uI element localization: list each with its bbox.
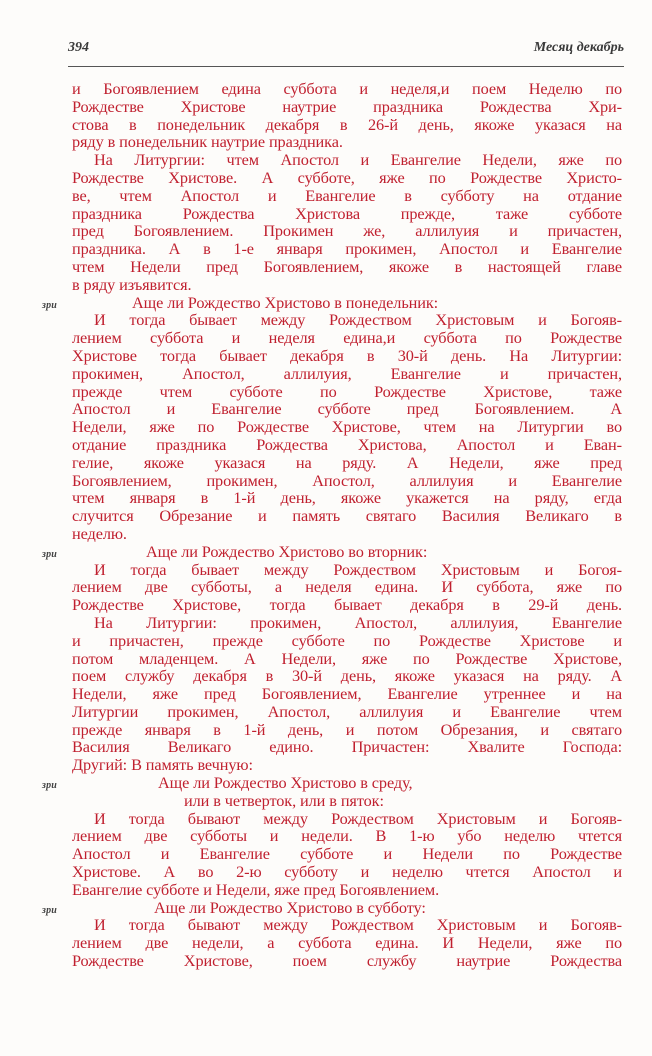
text-line: чтем Недели пред Богоявлением, якоже в настоящей главе xyxy=(72,256,622,276)
text-line: Апостол и Евангелие субботе пред Богоявлением. А xyxy=(72,399,622,419)
running-head: Месяц декабрь xyxy=(533,40,624,55)
text-line: Недели, яже по Рождестве Христове, чтем на Литургии во xyxy=(72,417,622,437)
margin-note: зри xyxy=(42,299,58,311)
text-line: Евангелие субботе и Недели, яже пред Богоявлением. xyxy=(72,879,440,899)
text-line: ве, чтем Апостол и Евангелие в субботу на отдание xyxy=(72,185,622,205)
text-line: в ряду изъявится. xyxy=(72,274,192,294)
text-line: отдание праздника Рождества Христова, Апостол и Еван- xyxy=(72,434,622,454)
text-line: прежде чтем субботе по Рождестве Христове, таже xyxy=(72,381,622,401)
text-line: стова в понедельник декабря в 26-й день, якоже указася на xyxy=(72,114,622,134)
text-line: чтем января в 1-й день, якоже укажется на ряду, егда xyxy=(72,488,622,508)
text-line: Христове тогда бывает декабря в 30-й день. На Литургии: xyxy=(72,345,622,365)
margin-note: зри xyxy=(42,904,58,916)
text-line: Апостол и Евангелие субботе и Недели по Рождестве xyxy=(72,844,622,864)
margin-note: зри xyxy=(42,548,58,560)
text-line: неделю. xyxy=(72,523,127,543)
section-heading-monday xyxy=(42,292,622,312)
text-line: На Литургии: прокимен, Апостол, аллилуия, Евангелие xyxy=(94,612,622,632)
section-heading-tuesday xyxy=(42,541,622,561)
text-line: Рождестве Христове, тогда бывает декабря в 29-й день. xyxy=(72,595,622,615)
text-line: Василия Великаго едино. Причастен: Хвалите Господа: xyxy=(72,737,622,757)
margin-note: зри xyxy=(42,780,58,792)
text-line: поем службу декабря в 30-й день, якоже указася на ряду. А xyxy=(72,666,622,686)
text-line: Христове. А во 2-ю субботу и неделю чтется Апостол и xyxy=(72,862,622,882)
text-line: праздника. А в 1-е января прокимен, Апостол и Евангелие xyxy=(72,239,622,259)
text-line: прокимен, Апостол, аллилуия, Евангелие и причастен, xyxy=(72,363,622,383)
main-text xyxy=(42,79,622,971)
heading-text: Аще ли Рождество Христово в понедельник: xyxy=(132,292,439,312)
text-line: прежде января в 1-й день, и потом Обрезания, и святаго xyxy=(72,719,622,739)
page-header xyxy=(68,40,624,60)
text-line: Литургии прокимен, Апостол, аллилуия и Евангелие чтем xyxy=(72,701,622,721)
text-line: И тогда бывает между Рождеством Христовым и Богоя- xyxy=(94,559,622,579)
section-heading-wednesday xyxy=(42,773,622,793)
text-line: Рождестве Христове. А субботе, яже по Рождестве Христо- xyxy=(72,167,622,187)
header-rule xyxy=(68,66,624,67)
text-line: Недели, яже пред Богоявлением, Евангелие утреннее и на xyxy=(72,684,622,704)
text-line: лением суббота и неделя едина,и суббота по Рождестве xyxy=(72,328,622,348)
text-line: Другий: В память вечную: xyxy=(72,755,253,775)
text-line: лением две недели, а суббота едина. И Недели, яже по xyxy=(72,933,622,953)
text-line: И тогда бывают между Рождеством Христовым и Богояв- xyxy=(94,915,622,935)
heading-text: или в четверток, или в пяток: xyxy=(184,790,384,810)
heading-text: Аще ли Рождество Христово во вторник: xyxy=(146,541,428,561)
text-line: лением две субботы, а неделя едина. И суббота, яже по xyxy=(72,577,622,597)
section-heading-wednesday-cont xyxy=(72,792,622,810)
text-line: потом младенцем. А Недели, яже по Рождестве Христове, xyxy=(72,648,622,668)
text-line: праздника Рождества Христова прежде, таже субботе xyxy=(72,203,622,223)
text-line: и Богоявлением едина суббота и неделя,и поем Неделю по xyxy=(72,79,622,98)
text-line: лением две субботы и недели. В 1-ю убо неделю чтется xyxy=(72,826,622,846)
heading-text: Аще ли Рождество Христово в субботу: xyxy=(154,897,426,917)
section-heading-saturday xyxy=(42,897,622,917)
text-line: и причастен, прежде субботе по Рождестве Христове и xyxy=(72,630,622,650)
text-line: пред Богоявлением. Прокимен же, аллилуия и причастен, xyxy=(72,221,622,241)
text-line: И тогда бывает между Рождеством Христовым и Богояв- xyxy=(94,310,622,330)
text-line: Богоявлением, прокимен, Апостол, аллилуия и Евангелие xyxy=(72,470,622,490)
page-number: 394 xyxy=(68,40,89,55)
text-line: случится Обрезание и память святаго Василия Великаго в xyxy=(72,506,622,526)
text-line: Рождестве Христове, поем службу наутрие Рождества xyxy=(72,951,622,971)
text-line: Рождестве Христове наутрие праздника Рождества Хри- xyxy=(72,96,622,116)
heading-text: Аще ли Рождество Христово в среду, xyxy=(158,773,413,793)
text-line: И тогда бывают между Рождеством Христовым и Богояв- xyxy=(94,808,622,828)
text-line: ряду в понедельник наутрие праздника. xyxy=(72,132,343,152)
text-line: На Литургии: чтем Апостол и Евангелие Недели, яже по xyxy=(94,150,622,170)
text-line: гелие, якоже указася на ряду. А Недели, яже пред xyxy=(72,452,622,472)
